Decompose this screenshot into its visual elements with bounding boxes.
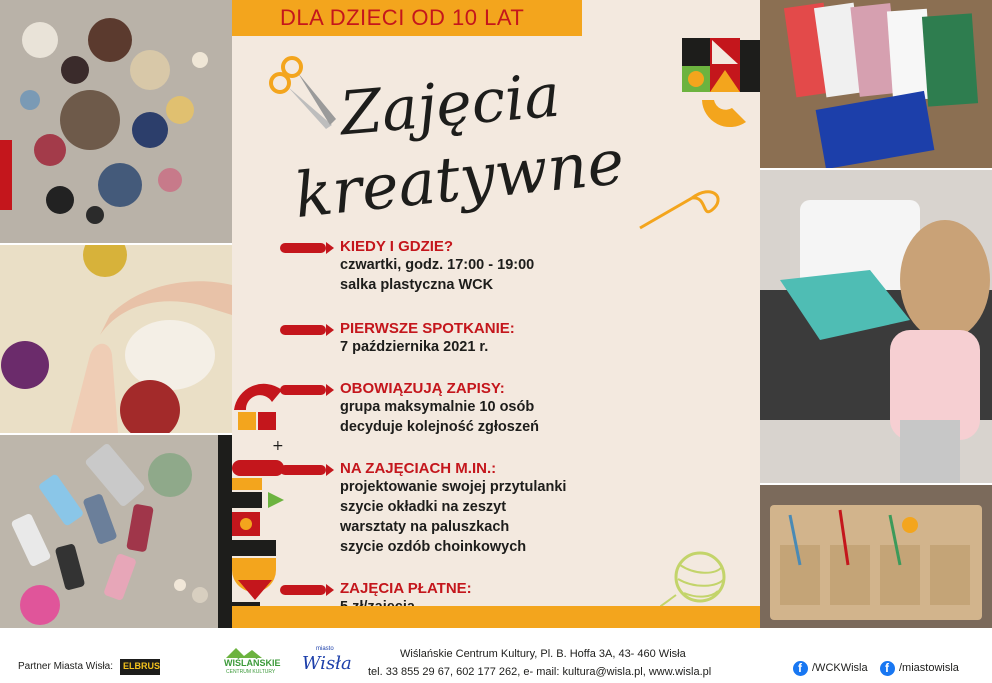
age-banner-text: DLA DZIECI OD 10 LAT <box>280 5 525 30</box>
yarn-illustration <box>0 245 232 433</box>
section-line: warsztaty na paluszkach <box>340 519 510 535</box>
title-line-2: kreatywne <box>291 124 628 233</box>
sewing-illustration <box>760 170 992 483</box>
footer <box>0 628 992 683</box>
section-line: projektowanie swojej przytulanki <box>340 479 567 495</box>
ribbon-icon <box>280 324 334 336</box>
threads-illustration <box>0 435 232 628</box>
organizer-illustration <box>760 485 992 628</box>
svg-text:+: + <box>272 438 284 454</box>
buttons-illustration <box>0 0 232 243</box>
elbrus-logo: ELBRUS <box>120 659 160 675</box>
title-line-1: Zajęcia <box>337 60 563 150</box>
section-heading: PIERWSZE SPOTKANIE: <box>340 320 515 337</box>
age-banner <box>232 0 582 36</box>
ribbon-icon <box>280 242 334 254</box>
wisla-logo: miasto Wisła <box>302 646 352 674</box>
section-heading: OBOWIĄZUJĄ ZAPISY: <box>340 380 505 397</box>
photo-fabrics <box>760 0 992 168</box>
photo-sewing-machine <box>760 170 992 483</box>
section-heading: NA ZAJĘCIACH M.IN.: <box>340 460 497 477</box>
photo-yarn-crafting <box>0 245 232 433</box>
facebook-icon[interactable]: f <box>880 661 895 676</box>
yarn-ball-icon <box>660 545 740 610</box>
photo-organizer <box>760 485 992 628</box>
section-registration <box>340 380 539 437</box>
address-text: Wiślańskie Centrum Kultury, Pl. B. Hoffa 3A, 43- 460 Wisła <box>400 648 686 660</box>
section-line: szycie ozdób choinkowych <box>340 539 527 555</box>
partner-label: Partner Miasta Wisła: <box>18 661 114 672</box>
section-line: 7 października 2021 r. <box>340 339 489 355</box>
section-line: decyduje kolejność zgłoszeń <box>340 419 540 435</box>
poster-panel <box>232 0 760 628</box>
scissors-icon <box>262 55 342 135</box>
section-line: szycie okładki na zeszyt <box>340 499 507 515</box>
section-heading: KIEDY I GDZIE? <box>340 238 454 255</box>
section-first-meeting <box>340 320 515 357</box>
section-line: salka plastyczna WCK <box>340 277 494 293</box>
photo-threads <box>0 435 232 628</box>
facebook-miasto-link[interactable]: /miastowisla <box>899 662 959 674</box>
contact-text: tel. 33 855 29 67, 602 177 262, e- mail: kultura@wisla.pl, www.wisla.pl <box>368 666 712 678</box>
section-line: czwartki, godz. 17:00 - 19:00 <box>340 257 535 273</box>
section-when-where <box>340 238 534 295</box>
dark-accent-bar <box>218 435 232 628</box>
red-accent-bar <box>0 140 12 210</box>
section-line: grupa maksymalnie 10 osób <box>340 399 535 415</box>
wck-logo: WIŚLAŃSKIE CENTRUM KULTURY <box>222 646 276 676</box>
facebook-icon[interactable]: f <box>793 661 808 676</box>
fabrics-illustration <box>760 0 992 168</box>
section-heading: ZAJĘCIA PŁATNE: <box>340 580 472 597</box>
geometric-decoration-top <box>672 30 760 130</box>
geometric-decoration-left <box>232 380 292 620</box>
needle-thread-icon <box>632 178 732 238</box>
facebook-wck-link[interactable]: /WCKWisla <box>812 662 868 674</box>
section-activities <box>340 460 566 557</box>
bottom-accent-bar <box>232 606 760 628</box>
photo-buttons <box>0 0 232 243</box>
